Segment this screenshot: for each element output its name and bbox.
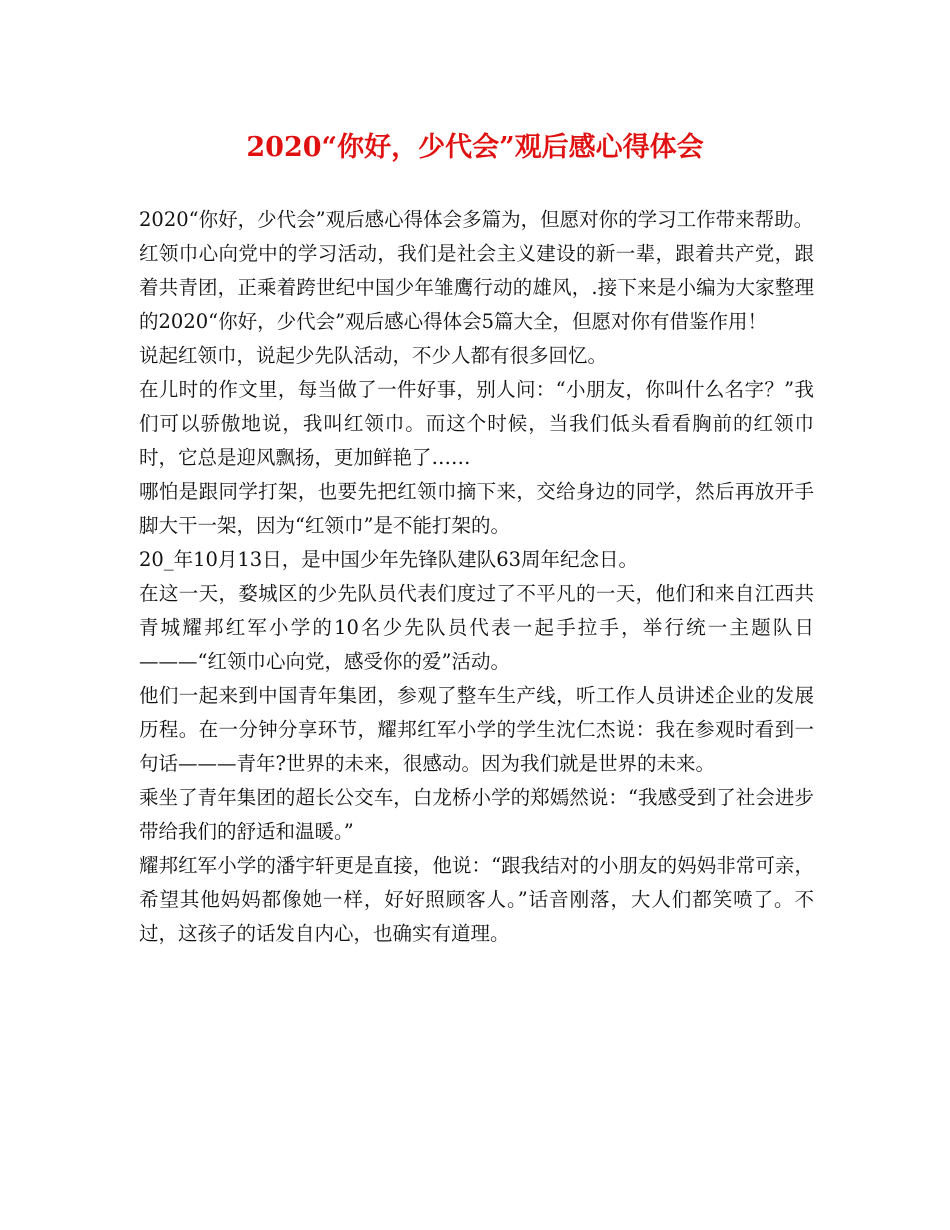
- paragraph-1: 2020“你好，少代会”观后感心得体会多篇为，但愿对你的学习工作带来帮助。: [139, 208, 814, 231]
- document-body: [139, 203, 814, 951]
- paragraph-7: 在这一天，婺城区的少先队员代表们度过了不平凡的一天，他们和来自江西共青城耀邦红军小学的10名少先队员代表一起手拉手，举行统一主题队日———“红领巾心向党，感受你的爱”活动。: [139, 582, 814, 673]
- paragraph-2: 红领巾心向党中的学习活动，我们是社会主义建设的新一辈，跟着共产党，跟着共青团，正乘着跨世纪中国少年雏鹰行动的雄风，.接下来是小编为大家整理的2020“你好，少代会”观后感心得体会5篇大全，但愿对你有借鉴作用！: [139, 242, 814, 333]
- paragraph-5: 哪怕是跟同学打架，也要先把红领巾摘下来，交给身边的同学，然后再放开手脚大干一架，因为“红领巾”是不能打架的。: [139, 480, 814, 537]
- paragraph-4: 在儿时的作文里，每当做了一件好事，别人问：“小朋友，你叫什么名字？”我们可以骄傲地说，我叫红领巾。而这个时候，当我们低头看看胸前的红领巾时，它总是迎风飘扬，更加鲜艳了……: [139, 378, 814, 469]
- paragraph-8: 他们一起来到中国青年集团，参观了整车生产线，听工作人员讲述企业的发展历程。在一分钟分享环节，耀邦红军小学的学生沈仁杰说：我在参观时看到一句话———青年?世界的未来，很感动。因为我们就是世界的未来。: [139, 684, 814, 775]
- paragraph-6: 20_年10月13日，是中国少年先锋队建队63周年纪念日。: [139, 548, 639, 571]
- paragraph-10: 耀邦红军小学的潘宇轩更是直接，他说：“跟我结对的小朋友的妈妈非常可亲，希望其他妈妈都像她一样，好好照顾客人。”话音刚落，大人们都笑喷了。不过，这孩子的话发自内心，也确实有道理。: [139, 854, 814, 945]
- paragraph-9: 乘坐了青年集团的超长公交车，白龙桥小学的郑嫣然说：“我感受到了社会进步带给我们的舒适和温暖。”: [139, 786, 814, 843]
- paragraph-3: 说起红领巾，说起少先队活动，不少人都有很多回忆。: [139, 344, 608, 367]
- document-title: 2020“你好，少代会”观后感心得体会: [246, 132, 704, 163]
